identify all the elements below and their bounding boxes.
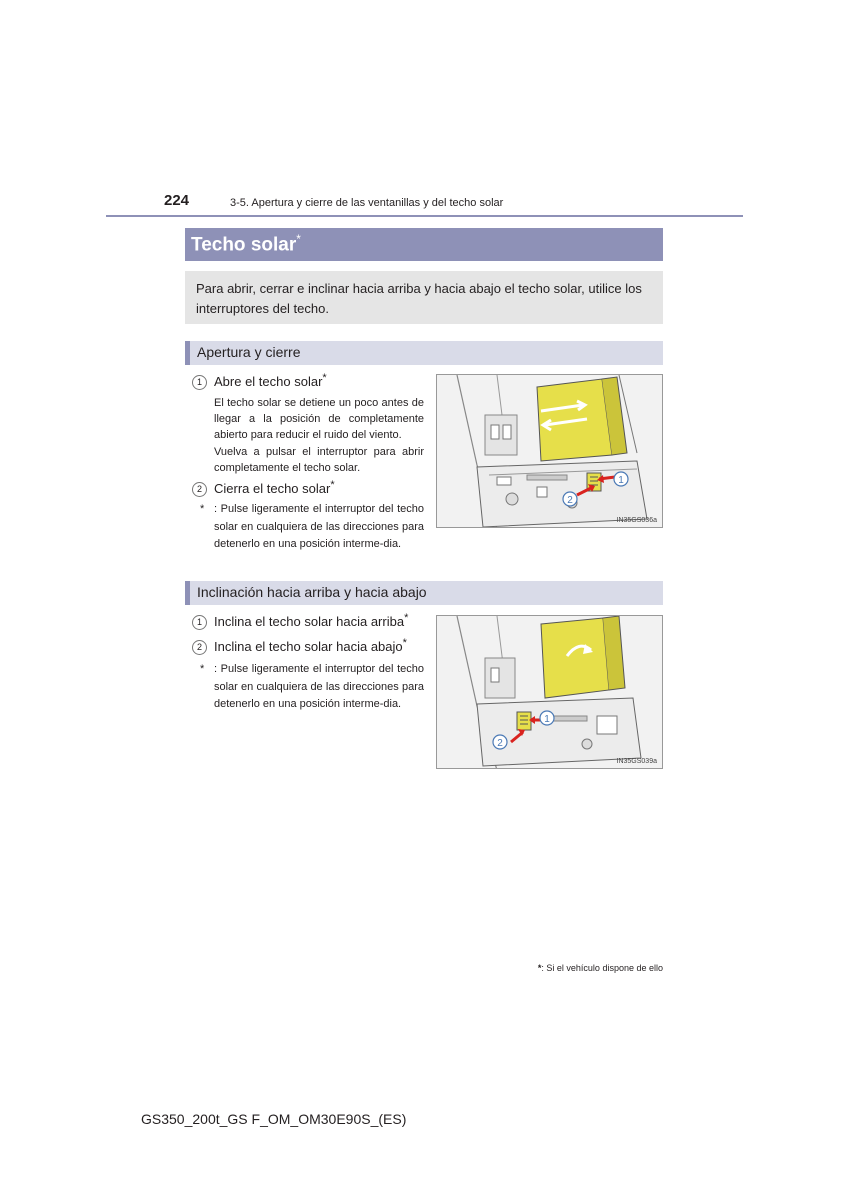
figure-1-callout-2: 2 bbox=[567, 495, 573, 506]
step-number-1: 1 bbox=[192, 375, 207, 390]
subsection-tilt bbox=[185, 581, 663, 605]
section-title-bar bbox=[185, 228, 663, 261]
intro-box bbox=[185, 271, 663, 324]
tilt-step-2: 2 Inclina el techo solar hacia abajo* bbox=[192, 637, 407, 655]
sunroof-switch-illustration bbox=[437, 375, 663, 528]
step-number-2: 2 bbox=[192, 640, 207, 655]
tilt-note-mark: * bbox=[200, 663, 205, 675]
figure-1-callout-1: 1 bbox=[618, 475, 624, 486]
document-id: GS350_200t_GS F_OM_OM30E90S_(ES) bbox=[141, 1111, 407, 1127]
figure-2-callout-2: 2 bbox=[497, 738, 503, 749]
subsection-tilt-title: Inclinación hacia arriba y hacia abajo bbox=[197, 584, 427, 600]
section-title: Techo solar* bbox=[191, 232, 301, 256]
opening-step-2: 2 Cierra el techo solar* bbox=[192, 479, 335, 497]
tilt-step-1: 1 Inclina el techo solar hacia arriba* bbox=[192, 612, 408, 630]
opening-step-1: 1 Abre el techo solar* bbox=[192, 372, 327, 390]
footnote: *: Si el vehículo dispone de ello bbox=[537, 963, 663, 973]
chapter-title: 3-5. Apertura y cierre de las ventanillas y del techo solar bbox=[230, 197, 504, 209]
opening-note: : Pulse ligeramente el interruptor del techo solar en cualquiera de las direcciones para detenerlo en una posición interme-dia. bbox=[214, 503, 424, 550]
subsection-opening-title: Apertura y cierre bbox=[197, 344, 301, 360]
step-number-2: 2 bbox=[192, 482, 207, 497]
subsection-opening bbox=[185, 341, 663, 365]
figure-code: IN35GS036a bbox=[616, 517, 657, 524]
figure-tilt bbox=[436, 615, 663, 769]
intro-text: Para abrir, cerrar e inclinar hacia arriba y hacia abajo el techo solar, utilice los interruptores del techo. bbox=[196, 281, 642, 316]
tilt-note: : Pulse ligeramente el interruptor del techo solar en cualquiera de las direcciones para detenerlo en una posición interme-dia. bbox=[214, 663, 424, 710]
header-divider bbox=[106, 215, 743, 217]
figure-open-close bbox=[436, 374, 663, 528]
sunroof-tilt-illustration bbox=[437, 616, 663, 769]
opening-step-1-detail-2: Vuelva a pulsar el interruptor para abrir completamente el techo solar. bbox=[214, 446, 424, 474]
page-number: 224 bbox=[164, 192, 190, 209]
opening-step-1-detail: El techo solar se detiene un poco antes de llegar a la posición de completamente abierto para reducir el ruido del viento. bbox=[214, 397, 424, 441]
figure-2-callout-1: 1 bbox=[544, 714, 550, 725]
figure-code: IN35GS039a bbox=[616, 758, 657, 765]
step-number-1: 1 bbox=[192, 615, 207, 630]
opening-note-mark: * bbox=[200, 503, 205, 515]
